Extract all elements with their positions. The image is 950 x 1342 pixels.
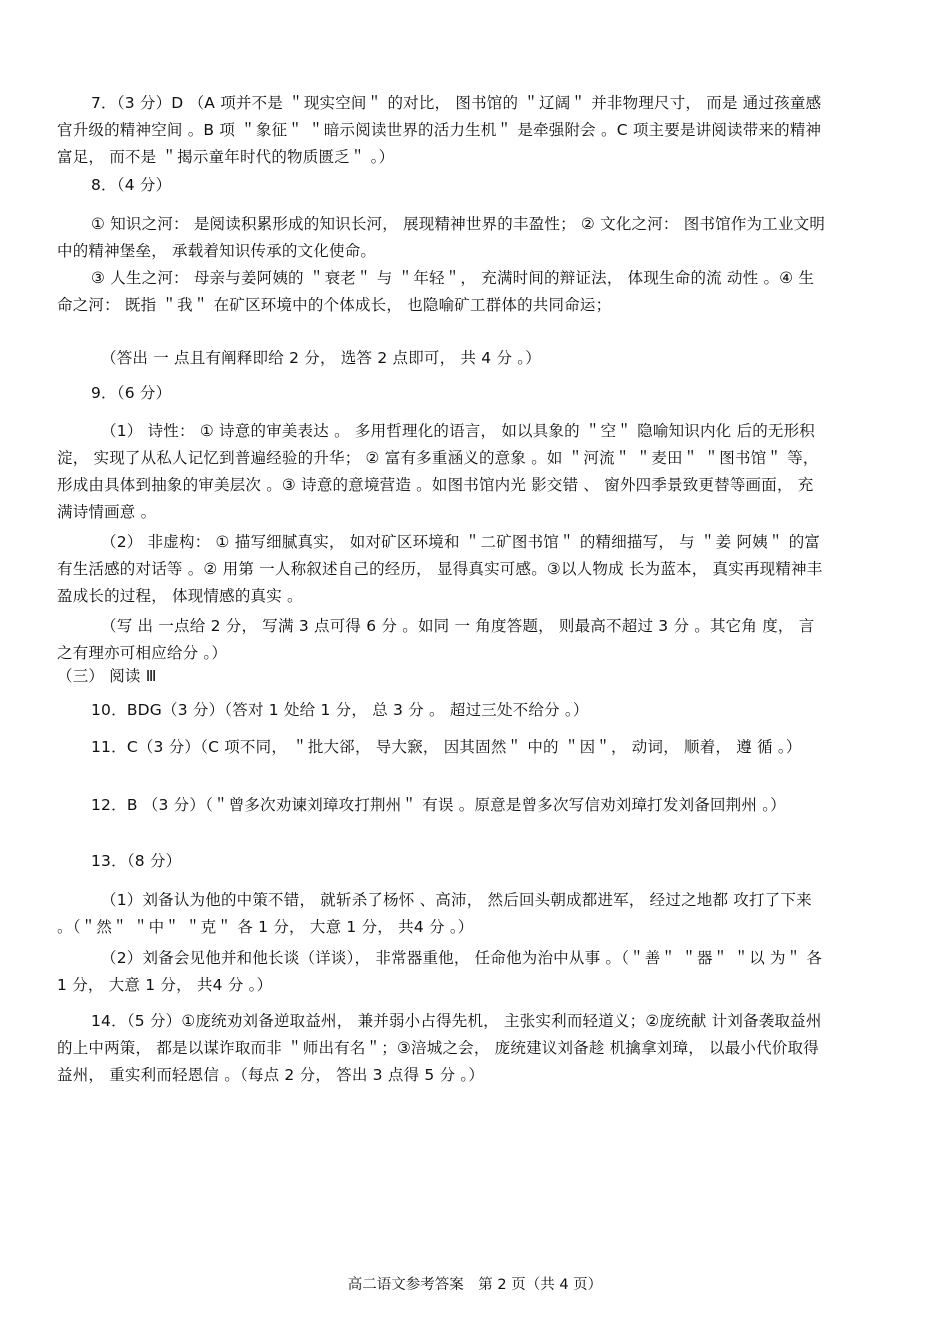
answer-q8-heading: 8．（4 分）: [91, 176, 172, 194]
answer-q7: 7．（3 分）D （A 项并不是 ＂现实空间＂ 的对比， 图书馆的 ＂辽阔＂ 并非物理尺寸， 而是 通过孩童感官升级的精神空间 。B 项 ＂象征＂ ＂暗示阅读世界的活力生机＂ 是牵强附会 。C 项主要是讲阅读带来的精神富足， 而不是 ＂揭示童年时代的物质匮乏＂ 。）: [57, 94, 822, 166]
answer-q9-part1: （1） 诗性： ① 诗意的审美表达 。 多用哲理化的语言， 如以具象的 ＂空＂ 隐喻知识内化 后的无形积淀， 实现了从私人记忆到普遍经验的升华； ② 富有多重涵义的意象 。如 ＂河流＂ ＂麦田＂ ＂图书馆＂ 等， 形成由具体到抽象的审美层次 。③ 诗意的意境营造 。如图书馆内光 影交错 、 窗外四季景致更替等画面， 充满诗情画意 。: [57, 422, 819, 521]
section-heading-reading-3: （三） 阅读 Ⅲ: [57, 667, 157, 685]
answer-q13-part2: （2）刘备会见他并和他长谈（详谈）， 非常器重他， 任命他为治中从事 。（＂善＂ ＂器＂ ＂以 为＂ 各 1 分， 大意 1 分， 共4 分 。）: [57, 949, 823, 994]
answer-q10: 10．BDG（3 分）（答对 1 处给 1 分， 总 3 分 。 超过三处不给分 。）: [91, 701, 589, 719]
answer-q9-scoring-note: （写 出 一点给 2 分， 写满 3 点可得 6 分 。如同 一 角度答题， 则最高不超过 3 分 。其它角 度， 言之有理亦可相应给分 。）: [57, 617, 815, 662]
answer-q13-part1: （1）刘备认为他的中策不错， 就斩杀了杨怀 、高沛， 然后回头朝成都进军， 经过之地都 攻打了下来 。（＂然＂ ＂中＂ ＂克＂ 各 1 分， 大意 1 分， 共4 分 。）: [57, 891, 812, 936]
answer-q8-part2: ③ 人生之河： 母亲与姜阿姨的 ＂衰老＂ 与 ＂年轻＂， 充满时间的辩证法， 体现生命的流 动性 。④ 生命之河： 既指 ＂我＂ 在矿区环境中的个体成长， 也隐喻矿工群体的共同命运；: [57, 269, 815, 314]
answer-q14: 14．（5 分）①庞统劝刘备逆取益州， 兼并弱小占得先机， 主张实利而轻道义；②庞统献 计刘备袭取益州的上中两策， 都是以谋诈取而非 ＂师出有名＂；③涪城之会， 庞统建议刘备趁 机擒拿刘璋， 以最小代价取得益州， 重实利而轻恩信 。（每点 2 分， 答出 3 点得 5 分 。）: [57, 1012, 822, 1084]
answer-q9-heading: 9．（6 分）: [91, 384, 172, 402]
answer-q13-heading: 13．（8 分）: [91, 852, 182, 870]
answer-q12: 12．B （3 分）（＂曾多次劝谏刘璋攻打荆州＂ 有误 。原意是曾多次写信劝刘璋打发刘备回荆州 。）: [91, 796, 786, 814]
answer-q8-scoring-note: （答出 一 点且有阐释即给 2 分， 选答 2 点即可， 共 4 分 。）: [101, 349, 541, 367]
answer-q9-part2: （2） 非虚构： ① 描写细腻真实， 如对矿区环境和 ＂二矿图书馆＂ 的精细描写， 与 ＂姜 阿姨＂ 的富有生活感的对话等 。② 用第 一人称叙述自己的经历， 显得真实可感。③以人物成 长为蓝本， 真实再现精神丰盈成长的过程， 体现情感的真实 。: [57, 533, 823, 605]
answer-q11: 11．C（3 分）（C 项不同， ＂批大郤， 导大窾， 因其固然＂ 中的 ＂因＂， 动词， 顺着， 遵 循 。）: [91, 738, 802, 756]
answer-q8-part1: ① 知识之河： 是阅读积累形成的知识长河， 展现精神世界的丰盈性； ② 文化之河： 图书馆作为工业文明中的精神堡垒， 承载着知识传承的文化使命。: [57, 215, 826, 260]
page-footer: 高二语文参考答案 第 2 页（共 4 页）: [347, 1277, 603, 1293]
